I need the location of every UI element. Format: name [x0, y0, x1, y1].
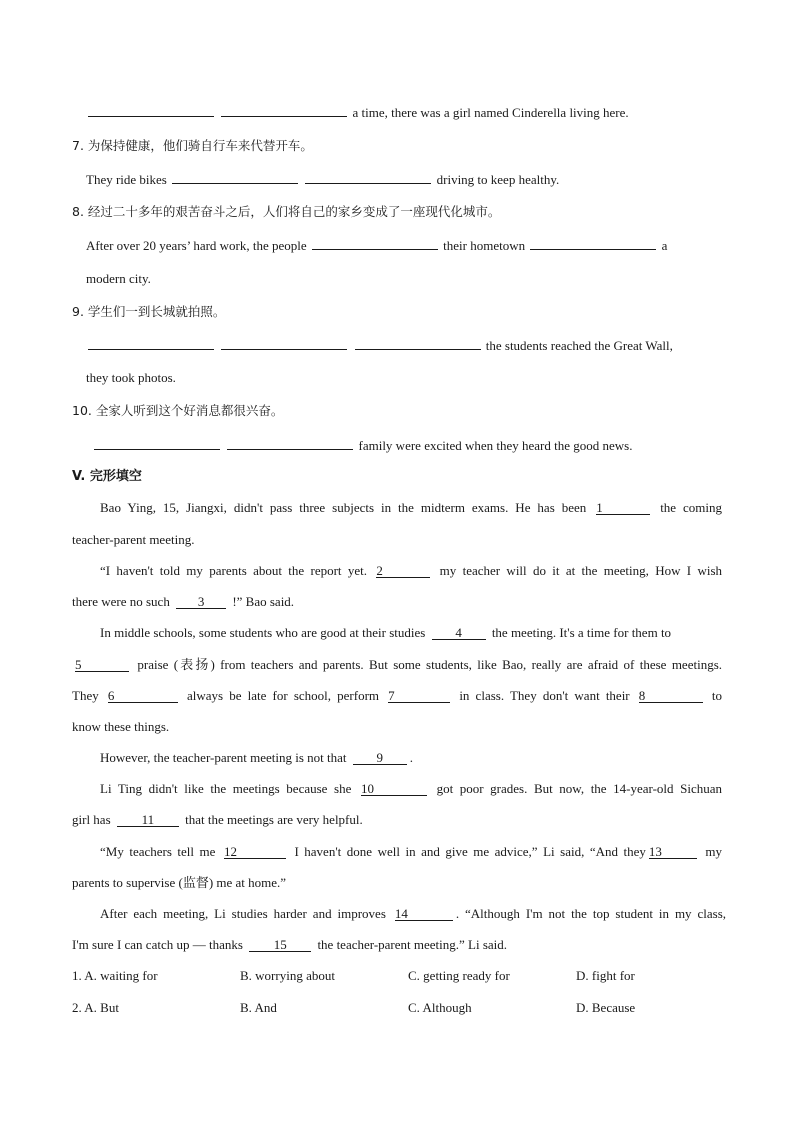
cloze-text: praise (表扬) from teachers and parents. But some students, like Bao, really are afraid of these meetings. [137, 657, 723, 672]
cloze-blank[interactable]: 2 [376, 564, 430, 578]
cloze-blank[interactable]: 11 [117, 813, 179, 827]
answer-blank[interactable] [221, 337, 347, 350]
cloze-text: I'm sure I can catch up — thanks [72, 937, 243, 952]
q8-english-tail: a [661, 238, 668, 253]
cloze-text: got poor grades. But now, the 14-year-old Sichuan [436, 781, 723, 796]
cloze-text: girl has [72, 812, 111, 827]
answer-blank[interactable] [88, 104, 214, 117]
q10-english-line [92, 437, 632, 454]
q7-english-head: They ride bikes [86, 172, 167, 187]
cloze-text: “I haven't told my parents about the report yet. [100, 563, 367, 578]
q8-chinese: 8. 经过二十多年的艰苦奋斗之后，人们将自己的家乡变成了一座现代化城市。 [72, 204, 501, 219]
q6-english-line [86, 104, 629, 121]
cloze-text: However, the teacher-parent meeting is not that [100, 750, 347, 765]
cloze-text: They [72, 688, 99, 703]
cloze-text: I haven't done well in and give me advice,” Li said, “And they [294, 844, 646, 859]
q9-english-tail: the students reached the Great Wall, [485, 338, 673, 353]
option-2d[interactable]: D. Because [576, 1000, 636, 1015]
cloze-blank[interactable]: 5 [75, 658, 129, 672]
cloze-text: my teacher will do it at the meeting, How I wish [439, 563, 723, 578]
cloze-text: there were no such [72, 594, 170, 609]
answer-blank[interactable] [530, 237, 656, 250]
cloze-text: Li Ting didn't like the meetings because she [100, 781, 352, 796]
period: . [409, 750, 413, 765]
cloze-line: know these things. [72, 719, 170, 734]
cloze-blank[interactable]: 1 [596, 501, 650, 515]
cloze-text: Bao Ying, 15, Jiangxi, didn't pass three subjects in the midterm exams. He has been [100, 500, 587, 515]
q8-english-mid: their hometown [443, 238, 526, 253]
section-title: V. 完形填空 [72, 469, 142, 484]
cloze-blank[interactable]: 7 [388, 689, 450, 703]
cloze-text: always be late for school, perform [187, 688, 380, 703]
answer-blank[interactable] [221, 104, 347, 117]
cloze-text: in class. They don't want their [459, 688, 630, 703]
answer-blank[interactable] [355, 337, 481, 350]
cloze-blank[interactable]: 13 [649, 845, 697, 859]
cloze-text: the meeting. It's a time for them to [491, 625, 672, 640]
answer-blank[interactable] [88, 337, 214, 350]
cloze-line [72, 688, 722, 704]
q9-english-line [86, 337, 673, 354]
answer-blank[interactable] [305, 171, 431, 184]
answer-blank[interactable] [227, 437, 353, 450]
option-1b[interactable]: B. worrying about [240, 968, 335, 983]
option-1d[interactable]: D. fight for [576, 968, 635, 983]
cloze-text: to [711, 688, 723, 703]
cloze-blank[interactable]: 15 [249, 938, 311, 952]
cloze-line [100, 844, 722, 860]
option-2a[interactable]: 2. A. But [72, 1000, 119, 1015]
option-2c[interactable]: C. Although [408, 1000, 472, 1015]
cloze-line [100, 750, 413, 766]
option-1a[interactable]: 1. A. waiting for [72, 968, 158, 983]
q8-english-line2: modern city. [86, 271, 151, 286]
cloze-text: After each meeting, Li studies harder and improves [100, 906, 386, 921]
cloze-text: In middle schools, some students who are good at their studies [100, 625, 426, 640]
cloze-blank[interactable]: 6 [108, 689, 178, 703]
q10-chinese: 10. 全家人听到这个好消息都很兴奋。 [72, 403, 284, 418]
cloze-blank[interactable]: 12 [224, 845, 286, 859]
q9-english-line2: they took photos. [86, 370, 176, 385]
q9-chinese: 9. 学生们一到长城就拍照。 [72, 304, 226, 319]
cloze-line [72, 594, 294, 610]
cloze-line [100, 625, 671, 641]
cloze-line [100, 500, 722, 516]
q7-english-line [86, 171, 559, 188]
cloze-text: that the meetings are very helpful. [185, 812, 363, 827]
q6-english-text: a time, there was a girl named Cinderella living here. [352, 105, 629, 120]
cloze-blank[interactable]: 10 [361, 782, 427, 796]
cloze-text: the teacher-parent meeting.” Li said. [317, 937, 508, 952]
option-1c[interactable]: C. getting ready for [408, 968, 510, 983]
cloze-text: my [705, 844, 723, 859]
cloze-blank[interactable]: 3 [176, 595, 226, 609]
cloze-text: . “Although I'm not the top student in my class, [455, 906, 726, 921]
q7-chinese: 7. 为保持健康，他们骑自行车来代替开车。 [72, 138, 313, 153]
answer-blank[interactable] [312, 237, 438, 250]
cloze-blank[interactable]: 14 [395, 907, 453, 921]
cloze-text: “My teachers tell me [100, 844, 216, 859]
q8-english-line [86, 237, 667, 254]
cloze-blank[interactable]: 8 [639, 689, 703, 703]
q10-english-tail: family were excited when they heard the good news. [358, 438, 633, 453]
option-2b[interactable]: B. And [240, 1000, 277, 1015]
q8-english-head: After over 20 years’ hard work, the people [86, 238, 307, 253]
answer-blank[interactable] [94, 437, 220, 450]
cloze-line [100, 781, 722, 797]
q7-english-tail: driving to keep healthy. [436, 172, 560, 187]
cloze-blank[interactable]: 9 [353, 751, 407, 765]
cloze-line [100, 563, 722, 579]
cloze-text: the coming [660, 500, 723, 515]
cloze-line [100, 906, 726, 922]
cloze-text: !” Bao said. [232, 594, 295, 609]
cloze-line [72, 812, 363, 828]
cloze-blank[interactable]: 4 [432, 626, 486, 640]
cloze-line: parents to supervise (监督) me at home.” [72, 875, 287, 890]
cloze-line [72, 937, 507, 953]
cloze-line: teacher-parent meeting. [72, 532, 195, 547]
cloze-line [72, 657, 722, 673]
answer-blank[interactable] [172, 171, 298, 184]
